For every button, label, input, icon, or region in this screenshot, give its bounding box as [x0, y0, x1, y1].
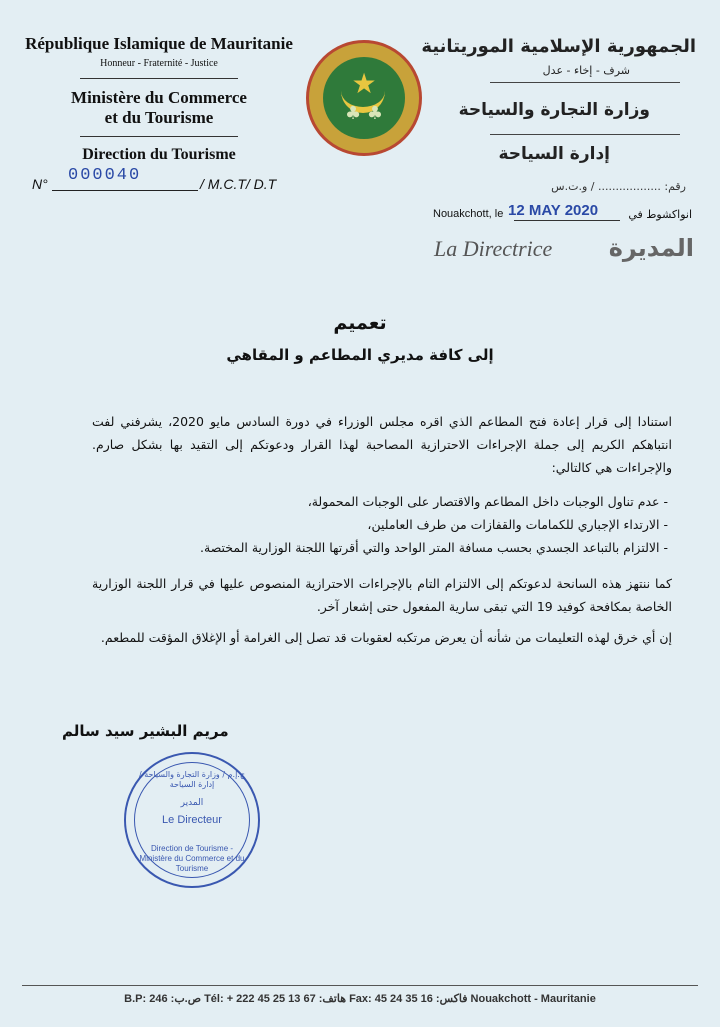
director-title-ar: المديرة [608, 234, 694, 262]
header-ministry-fr-line2: et du Tourisme [104, 108, 214, 127]
header-divider [80, 78, 238, 79]
header-country-ar: الجمهورية الإسلامية الموريتانية [421, 36, 696, 57]
date-stamp: 12 MAY 2020 [508, 202, 599, 219]
circular-paragraph-2: كما ننتهز هذه السانحة لدعوتكم إلى الالتزام التام بالإجراءات الاحترازية المنصوص عليها في قرار اللجنة الوزارية الخاصة بمكافحة كوفيد 19 التي تبقى سارية المفعول حتى إشعار آخر. [92, 576, 672, 614]
list-item: - الارتداء الإجباري للكمامات والقفازات من طرف العاملين، [128, 513, 668, 536]
circular-title: تعميم [333, 312, 387, 334]
date-label-ar: انواكشوط في [628, 208, 692, 221]
seal-star-icon: ★ [351, 67, 377, 100]
date-underline [514, 220, 620, 221]
header-direction-fr: Direction du Tourisme [82, 146, 236, 163]
date-label-fr: Nouakchott, le [433, 208, 504, 220]
header-divider [490, 82, 680, 83]
official-stamp [124, 752, 260, 888]
header-motto-ar: شرف - إخاء - عدل [542, 64, 630, 77]
header-ministry-fr-line1: Ministère du Commerce [71, 88, 247, 107]
reference-number-suffix: / M.C.T/ D.T [200, 176, 277, 192]
header-divider [490, 134, 680, 135]
header-direction-ar: إدارة السياحة [498, 144, 610, 164]
circular-paragraph-1: استنادا إلى قرار إعادة فتح المطاعم الذي اقره مجلس الوزراء في دورة السادس مايو 2020، يشرفني لفت انتباهكم الكريم إلى جملة الإجراءات الاحترازية المصاحبة لهذا القرار ودعوتكم إلى التقيد بها بشكل صارم. والإجراءات هي كالتالي: [92, 414, 672, 475]
stamp-title-fr: Le Directeur [162, 814, 222, 826]
list-item: - الالتزام بالتباعد الجسدي بحسب مسافة المتر الواحد والتي أقرتها اللجنة الوزارية المختصة. [128, 536, 668, 559]
list-item: - عدم تناول الوجبات داخل المطاعم والاقتصار على الوجبات المحمولة، [128, 490, 668, 513]
stamp-top-text: ج.إ.م / وزارة التجارة والسياحة / إدارة السياحة [138, 770, 245, 789]
footer-divider [22, 985, 698, 986]
reference-number-value: 000040 [68, 166, 142, 185]
signatory-name: مريم البشير سيد سالم [62, 722, 229, 740]
director-title-fr: La Directrice [434, 236, 553, 261]
header-divider [80, 136, 238, 137]
header-ministry-ar: وزارة التجارة والسياحة [458, 100, 650, 120]
reference-number-label: N° [32, 176, 48, 192]
circular-paragraph-3: إن أي خرق لهذه التعليمات من شأنه أن يعرض مرتكبه لعقوبات قد تصل إلى الغرامة أو الإغلاق المؤقت للمطعم. [100, 630, 672, 645]
header-motto-fr: Honneur - Fraternité - Justice [100, 58, 218, 69]
circular-subtitle: إلى كافة مديري المطاعم و المقاهي [226, 346, 494, 364]
national-seal-icon [306, 40, 422, 156]
header-country-fr: République Islamique de Mauritanie [25, 34, 293, 53]
footer-contact: B.P: 246 :ص.ب Tél: + 222 45 25 13 67 :هاتف Fax: 45 24 35 16 :فاكس Nouakchott - Mauritanie [124, 993, 596, 1005]
seal-field [323, 57, 405, 139]
measures-list [128, 490, 668, 559]
reference-number-underline [52, 190, 198, 191]
reference-arabic: رقم: .................. / و.ت.س [551, 180, 686, 193]
stamp-title-ar: المدير [180, 798, 204, 808]
stamp-bottom-text: Direction de Tourisme - Ministère du Commerce et du Tourisme [139, 844, 245, 873]
seal-palm-icon: ♣ ♣ [345, 103, 383, 124]
